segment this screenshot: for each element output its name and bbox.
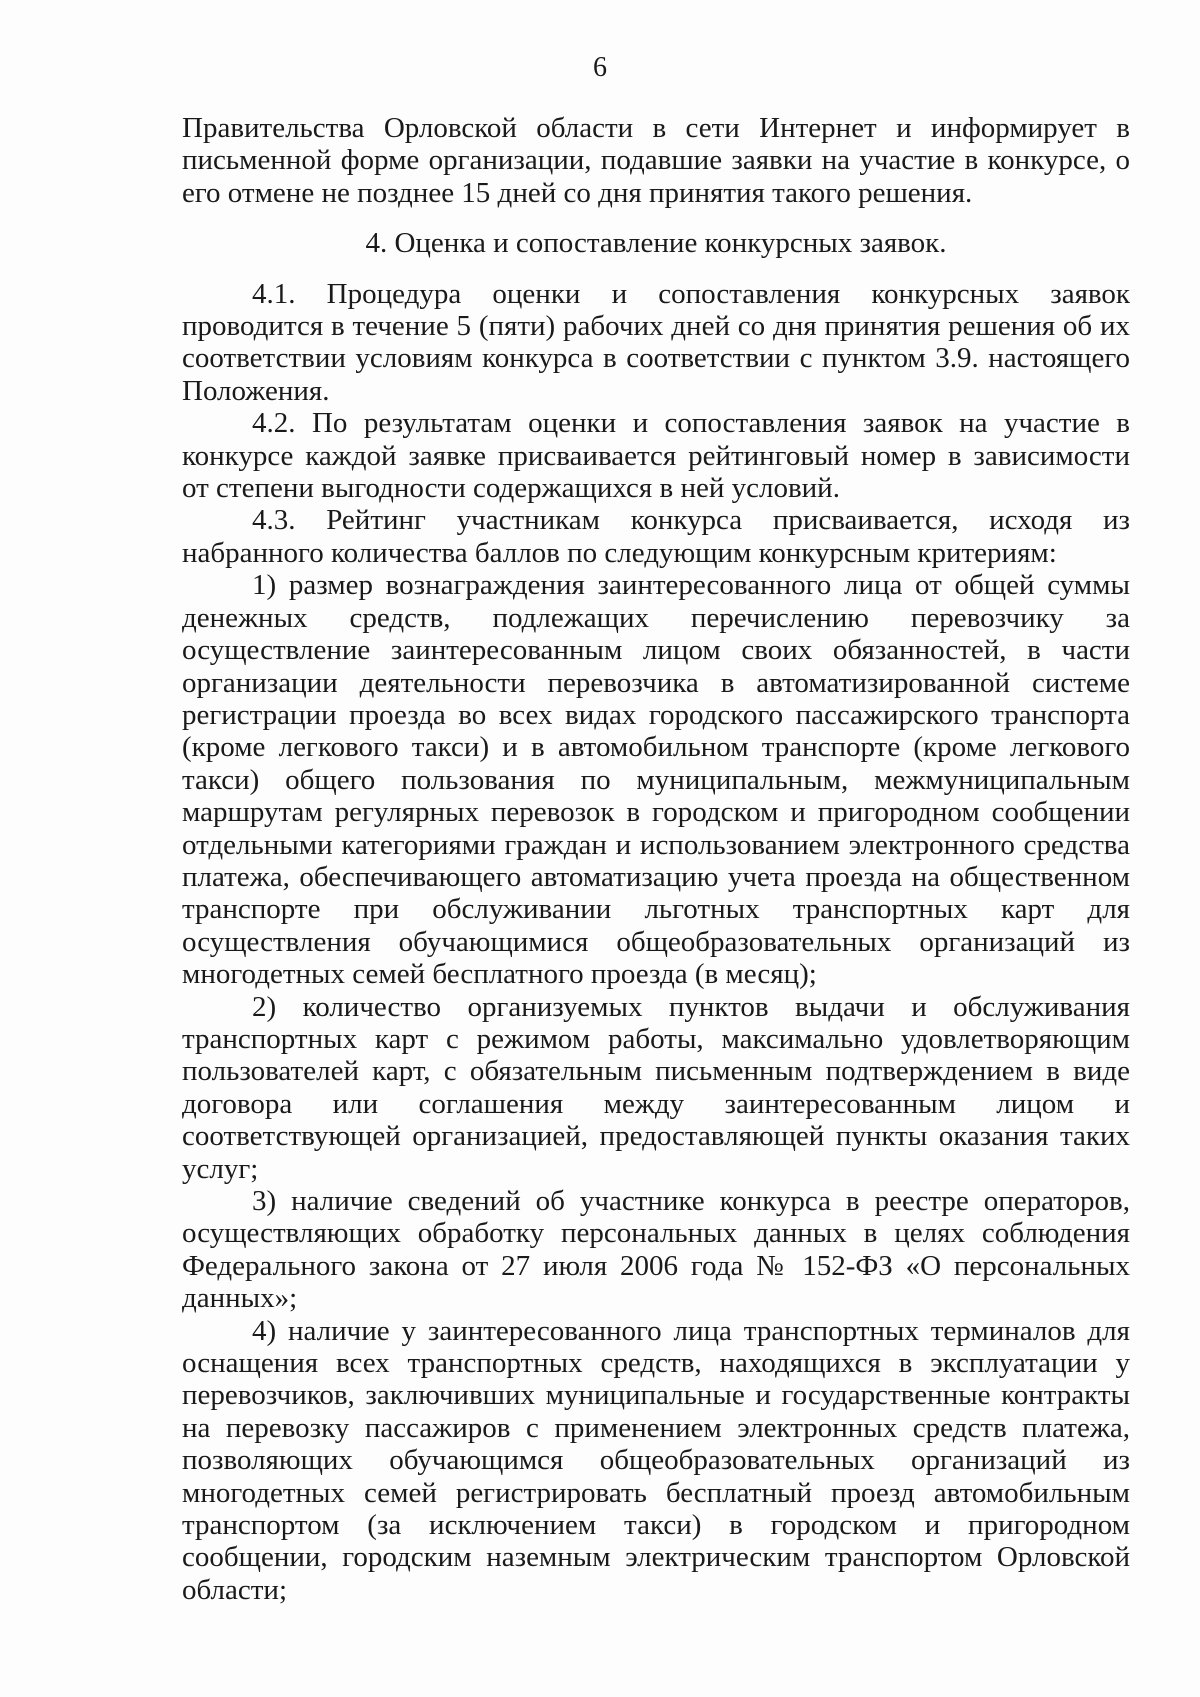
paragraph-continuation: Правительства Орловской области в сети Интернет и информирует в письменной форме организации, подавшие заявки на участие в конкурсе, о его отмене не позднее 15 дней со дня принятия такого решения. bbox=[182, 112, 1130, 209]
page-number: 6 bbox=[593, 52, 607, 83]
criterion-3: 3) наличие сведений об участнике конкурса в реестре операторов, осуществляющих обработку персональных данных в целях соблюдения Федерального закона от 27 июля 2006 года № 152-ФЗ «О персональных данных»; bbox=[182, 1185, 1130, 1315]
criterion-4: 4) наличие у заинтересованного лица транспортных терминалов для оснащения всех транспортных средств, находящихся в эксплуатации у перевозчиков, заключивших муниципальные и государственные контракты на перевозку пассажиров с применением электронных средств платежа, позволяющих обучающимся общеобразовательных организаций из многодетных семей регистрировать бесплатный проезд автомобильным транспортом (за исключением такси) в городском и пригородном сообщении, городским наземным электрическим транспортом Орловской области; bbox=[182, 1314, 1130, 1606]
paragraph-4-2: 4.2. По результатам оценки и сопоставления заявок на участие в конкурсе каждой заявке присваивается рейтинговый номер в зависимости от степени выгодности содержащихся в ней условий. bbox=[182, 407, 1130, 505]
paragraph-4-3: 4.3. Рейтинг участникам конкурса присваивается, исходя из набранного количества баллов по следующим конкурсным критериям: bbox=[182, 504, 1130, 569]
criterion-2: 2) количество организуемых пунктов выдачи и обслуживания транспортных карт с режимом работы, максимально удовлетворяющим пользователей карт, с обязательным письменным подтверждением в виде договора или соглашения между заинтересованным лицом и соответствующей организацией, предоставляющей пункты оказания таких услуг; bbox=[182, 990, 1130, 1185]
criterion-1: 1) размер вознаграждения заинтересованного лица от общей суммы денежных средств, подлежащих перечислению перевозчику за осуществление заинтересованным лицом своих обязанностей, в части организации деятельности перевозчика в автоматизированной системе регистрации проезда во всех видах городского пассажирского транспорта (кроме легкового такси) и в автомобильном транспорте (кроме легкового такси) общего пользования по муниципальным, межмуниципальным маршрутам регулярных перевозок в городском и пригородном сообщении отдельными категориями граждан и использованием электронного средства платежа, обеспечивающего автоматизацию учета проезда на общественном транспорте при обслуживании льготных транспортных карт для осуществления обучающимися общеобразовательных организаций из многодетных семей бесплатного проезда (в месяц); bbox=[182, 569, 1130, 991]
section-heading-4: 4. Оценка и сопоставление конкурсных заявок. bbox=[365, 227, 947, 260]
paragraph-4-1: 4.1. Процедура оценки и сопоставления конкурсных заявок проводится в течение 5 (пяти) рабочих дней со дня принятия решения об их соответствии условиям конкурса в соответствии с пунктом 3.9. настоящего Положения. bbox=[182, 277, 1130, 407]
document-body bbox=[182, 112, 1130, 1606]
